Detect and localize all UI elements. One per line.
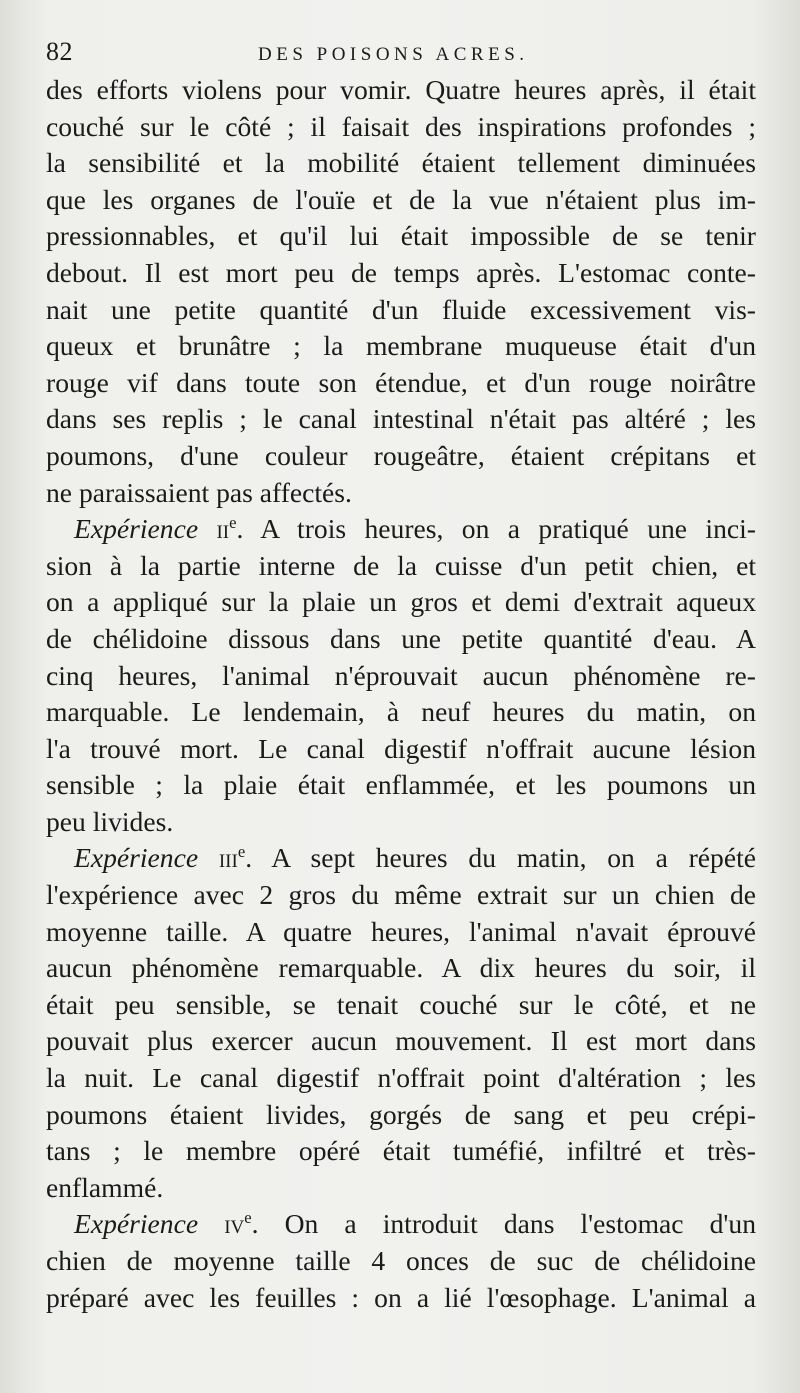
experiment-heading-line [46, 840, 756, 877]
text-line: préparé avec les feuilles : on a lié l'œsophage. L'animal a [46, 1281, 756, 1313]
text-line: dans ses replis ; le canal intestinal n'était pas altéré ; les [46, 403, 756, 435]
text-line: des efforts violens pour vomir. Quatre heures après, il était [46, 74, 756, 105]
experiment-2-paragraph [46, 511, 756, 840]
text-line: sion à la partie interne de la cuisse d'un petit chien, et [46, 549, 756, 581]
text-line: pouvait plus exercer aucun mouvement. Il est mort dans [46, 1025, 756, 1057]
experiment-number: ii [216, 513, 230, 545]
text-line: l'expérience avec 2 gros du même extrait sur un chien de [46, 879, 756, 911]
text-line: aucun phénomène remarquable. A dix heures du soir, il [46, 952, 756, 984]
text-line: enflammé. [46, 1171, 164, 1203]
text-line: couché sur le côté ; il faisait des inspirations profondes ; [46, 110, 756, 142]
text-line: moyenne taille. A quatre heures, l'animal n'avait éprouvé [46, 915, 756, 947]
text-line: pressionnables, et qu'il lui était impossible de se tenir [46, 220, 756, 252]
text-line: poumons étaient livides, gorgés de sang et peu crépi- [46, 1098, 756, 1130]
experiment-first-line: . A sept heures du matin, on a répété [245, 842, 756, 874]
experiment-first-line: . On a introduit dans l'estomac d'un [251, 1208, 756, 1240]
text-line: la sensibilité et la mobilité étaient tellement diminuées [46, 147, 756, 179]
text-line: poumons, d'une couleur rougeâtre, étaient crépitans et [46, 439, 756, 471]
text-line: sensible ; la plaie était enflammée, et les poumons un [46, 769, 756, 801]
text-line: queux et brunâtre ; la membrane muqueuse était d'un [46, 330, 756, 362]
experiment-ordinal: e [229, 512, 237, 532]
page-number: 82 [46, 37, 73, 66]
experiment-label: Expérience [74, 1208, 199, 1240]
text-line: la nuit. Le canal digestif n'offrait point d'altération ; les [46, 1062, 756, 1094]
text-line: était peu sensible, se tenait couché sur le côté, et ne [46, 988, 756, 1020]
text-line: on a appliqué sur la plaie un gros et demi d'extrait aqueux [46, 586, 756, 618]
paragraph-continuation [46, 72, 756, 511]
text-line: debout. Il est mort peu de temps après. L'estomac conte- [46, 256, 756, 288]
experiment-heading-line [46, 511, 756, 548]
body-text [46, 72, 756, 1316]
text-line: ne paraissaient pas affectés. [46, 476, 352, 508]
experiment-4-paragraph [46, 1206, 756, 1316]
text-line: tans ; le membre opéré était tuméfié, infiltré et très- [46, 1135, 756, 1167]
experiment-ordinal: e [237, 842, 246, 862]
experiment-label: Expérience [74, 513, 199, 545]
running-title: DES POISONS ACRES. [258, 44, 529, 65]
text-line: l'a trouvé mort. Le canal digestif n'offrait aucune lésion [46, 732, 756, 764]
experiment-first-line: . A trois heures, on a pratiqué une inci- [236, 513, 756, 545]
experiment-3-paragraph [46, 840, 756, 1206]
experiment-number: iv [224, 1208, 245, 1240]
experiment-number: iii [218, 842, 238, 874]
text-line: nait une petite quantité d'un fluide excessivement vis- [46, 293, 756, 325]
text-line: chien de moyenne taille 4 onces de suc de chélidoine [46, 1245, 756, 1276]
text-line: marquable. Le lendemain, à neuf heures du matin, on [46, 696, 756, 728]
text-line: de chélidoine dissous dans une petite quantité d'eau. A [46, 622, 756, 654]
running-head [46, 34, 756, 68]
text-line: rouge vif dans toute son étendue, et d'un rouge noirâtre [46, 366, 756, 398]
text-line: peu livides. [46, 805, 174, 837]
experiment-ordinal: e [244, 1208, 252, 1228]
text-line: cinq heures, l'animal n'éprouvait aucun phénomène re- [46, 659, 756, 691]
experiment-heading-line [46, 1206, 756, 1243]
experiment-label: Expérience [74, 842, 199, 874]
text-line: que les organes de l'ouïe et de la vue n'étaient plus im- [46, 183, 756, 215]
